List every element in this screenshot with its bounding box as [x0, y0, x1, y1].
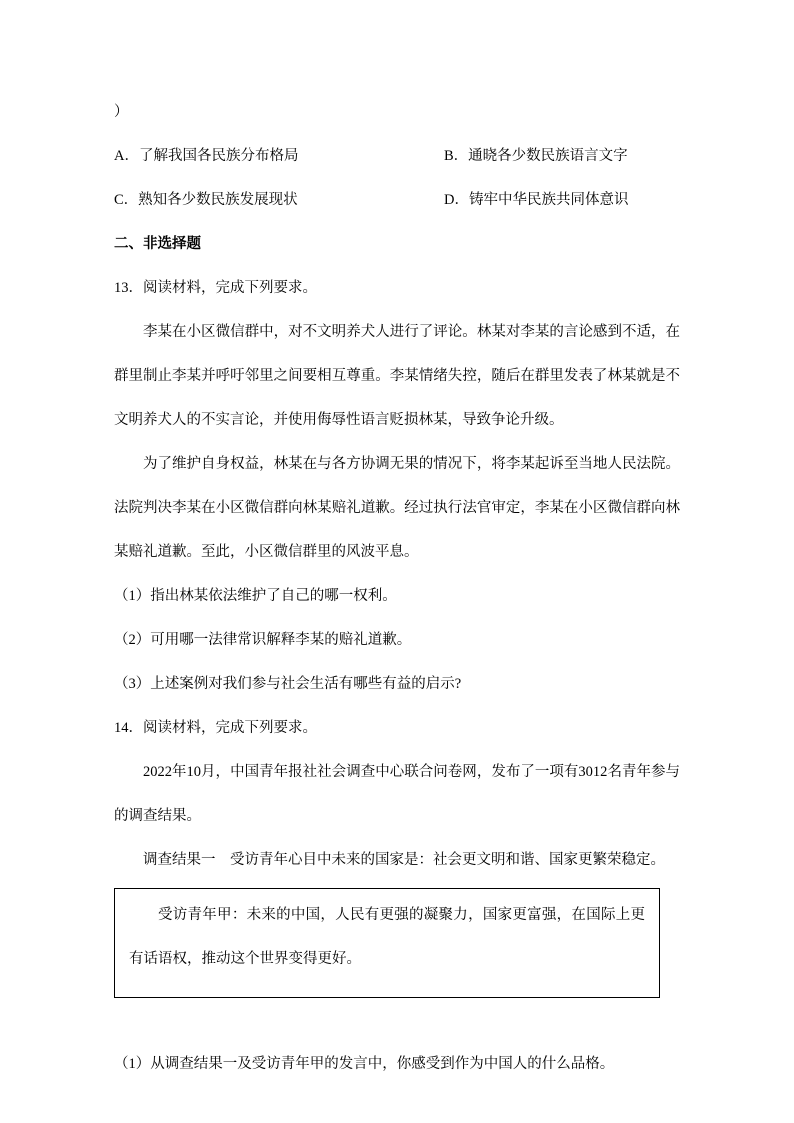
question-13-stem: 13．阅读材料，完成下列要求。 [114, 280, 317, 296]
question-14-sub-1: （1）从调查结果一及受访青年甲的发言中，你感受到作为中国人的什么品格。 [114, 1056, 615, 1072]
blank-line-spacer [114, 998, 680, 1042]
option-b [444, 134, 680, 178]
option-c [114, 178, 444, 222]
question-13-material-paragraph-2: 为了维护自身权益，林某在与各方协调无果的情况下，将李某起诉至当地人民法院。法院判决李某在小区微信群向林某赔礼道歉。经过执行法官审定，李某在小区微信群向林某赔礼道歉。至此，小区微信群里的风波平息。 [114, 456, 680, 560]
quote-box [114, 888, 660, 998]
option-d-label: D． [444, 192, 469, 208]
question-13-sub-1: （1）指出林某依法维护了自己的哪一权利。 [114, 588, 397, 604]
options-row-ab [114, 134, 680, 178]
answer-close-paren: ） [114, 104, 129, 120]
options-row-cd [114, 178, 680, 222]
section-heading-non-choice: 二、非选择题 [114, 236, 201, 252]
option-a [114, 134, 444, 178]
option-b-label: B． [444, 148, 469, 164]
question-13-material-paragraph-1: 李某在小区微信群中，对不文明养犬人进行了评论。林某对李某的言论感到不适，在群里制止李某并呼吁邻里之间要相互尊重。李某情绪失控，随后在群里发表了林某就是不文明养犬人的不实言论，并使用侮辱性语言贬损林某，导致争论升级。 [114, 324, 680, 428]
option-a-label: A． [114, 148, 139, 164]
option-c-label: C． [114, 192, 139, 208]
question-14-stem: 14．阅读材料，完成下列要求。 [114, 720, 317, 736]
option-d-text: 铸牢中华民族共同体意识 [468, 192, 629, 208]
option-b-text: 通晓各少数民族语言文字 [468, 148, 628, 164]
option-c-text: 熟知各少数民族发展现状 [138, 192, 298, 208]
question-13-sub-3: （3）上述案例对我们参与社会生活有哪些有益的启示? [114, 676, 462, 692]
question-13-sub-2: （2）可用哪一法律常识解释李某的赔礼道歉。 [114, 632, 412, 648]
option-d [444, 178, 680, 222]
question-14-survey-result-1: 调查结果一 受访青年心目中未来的国家是：社会更文明和谐、国家更繁荣稳定。 [143, 852, 665, 868]
quote-box-text: 受访青年甲：未来的中国，人民有更强的凝聚力，国家更富强，在国际上更有话语权，推动这个世界变得更好。 [129, 907, 645, 967]
option-a-text: 了解我国各民族分布格局 [138, 148, 299, 164]
question-14-material-paragraph-1: 2022年10月，中国青年报社社会调查中心联合问卷网，发布了一项有3012名青年参与的调查结果。 [114, 764, 680, 824]
